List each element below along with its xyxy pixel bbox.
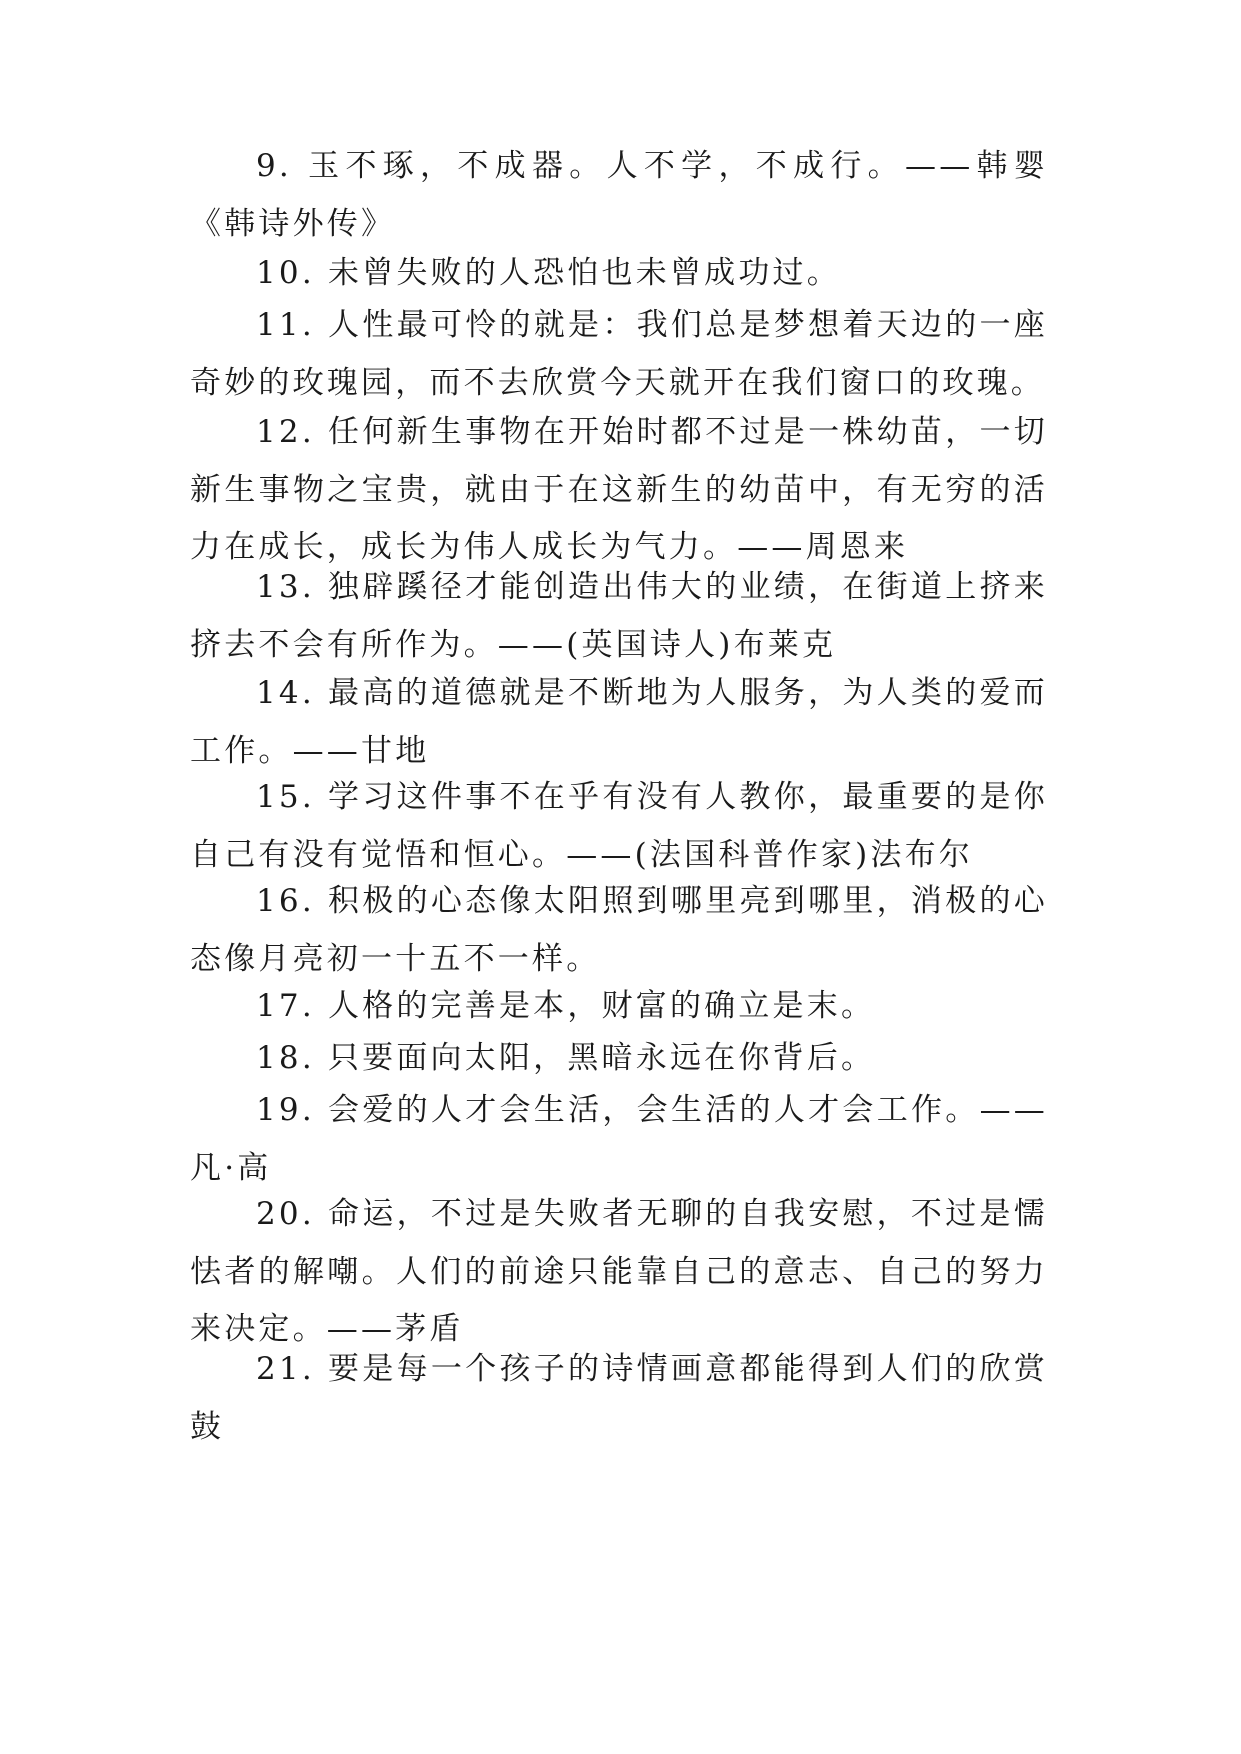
quote-21: 21. 要是每一个孩子的诗情画意都能得到人们的欣赏鼓 [190,1351,1048,1445]
quote-17: 17. 人格的完善是本，财富的确立是末。 [256,988,876,1024]
quote-13: 13. 独辟蹊径才能创造出伟大的业绩，在街道上挤来挤去不会有所作为。——(英国诗人)布莱克 [190,569,1048,663]
quote-10: 10. 未曾失败的人恐怕也未曾成功过。 [256,255,841,291]
quote-12: 12. 任何新生事物在开始时都不过是一株幼苗，一切新生事物之宝贵，就由于在这新生的幼苗中，有无穷的活力在成长，成长为伟人成长为气力。——周恩来 [190,414,1048,565]
quote-18: 18. 只要面向太阳，黑暗永远在你背后。 [256,1040,876,1076]
quote-19: 19. 会爱的人才会生活，会生活的人才会工作。——凡·高 [190,1092,1048,1186]
quote-9: 9. 玉不琢，不成器。人不学，不成行。——韩婴《韩诗外传》 [190,148,1048,242]
quote-15: 15. 学习这件事不在乎有没有人教你，最重要的是你自己有没有觉悟和恒心。——(法国科普作家)法布尔 [190,779,1048,873]
quote-11: 11. 人性最可怜的就是：我们总是梦想着天边的一座奇妙的玫瑰园，而不去欣赏今天就开在我们窗口的玫瑰。 [190,307,1048,401]
quote-16: 16. 积极的心态像太阳照到哪里亮到哪里，消极的心态像月亮初一十五不一样。 [190,883,1048,977]
quote-20: 20. 命运，不过是失败者无聊的自我安慰，不过是懦怯者的解嘲。人们的前途只能靠自己的意志、自己的努力来决定。——茅盾 [190,1196,1048,1347]
quote-14: 14. 最高的道德就是不断地为人服务，为人类的爱而工作。——甘地 [190,675,1048,769]
